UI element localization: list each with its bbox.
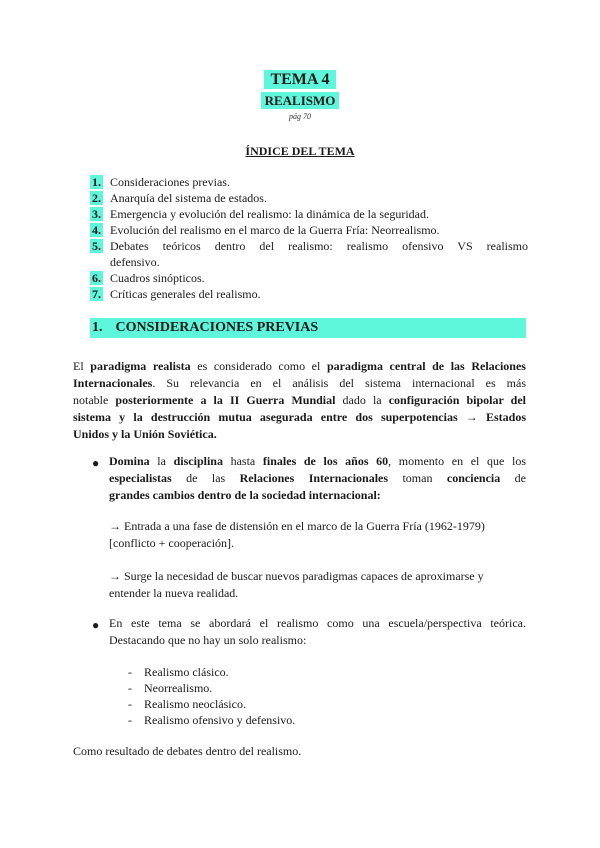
- text-run: es considerado como el: [190, 359, 327, 373]
- bullet-icon: ●: [92, 618, 100, 632]
- toc-item: [90, 286, 528, 302]
- bold-run: Internacionales: [73, 376, 153, 390]
- toc-item-text: Anarquía del sistema de estados.: [110, 191, 267, 205]
- text-run: dado la: [335, 393, 389, 407]
- paragraph-line: → Entrada a una fase de distensión en el marco de la Guerra Fría (1962-1979): [109, 519, 485, 533]
- bold-run: Relaciones Internacionales: [239, 471, 389, 485]
- paragraph-line: [109, 453, 526, 470]
- document-subtitle-text: REALISMO: [261, 92, 340, 109]
- intro-paragraph: [73, 358, 526, 443]
- paragraph-line: [109, 470, 526, 487]
- document-title-text: TEMA 4: [264, 70, 335, 89]
- toc-item-number: 7.: [92, 287, 101, 301]
- toc-item-text: Cuadros sinópticos.: [110, 271, 205, 285]
- bold-run: sistema y la destrucción mutua asegurada entre dos superpotencias → Estados: [73, 410, 526, 424]
- toc-title: ÍNDICE DEL TEMA: [245, 144, 355, 158]
- list-item-text: Realismo clásico.: [144, 665, 229, 679]
- document-title: [0, 71, 600, 89]
- paragraph-line: En este tema se abordará el realismo como una escuela/perspectiva teórica.: [109, 616, 526, 630]
- toc-item-number: 3.: [92, 207, 101, 221]
- text-run: El: [73, 359, 91, 373]
- toc-item-number: 6.: [92, 271, 101, 285]
- arrow-note: [109, 518, 529, 552]
- section-heading-text: CONSIDERACIONES PREVIAS: [115, 320, 319, 335]
- bold-run: paradigma central de las Relaciones: [326, 359, 526, 373]
- list-item-text: Realismo ofensivo y defensivo.: [144, 713, 296, 727]
- toc-item-number: 1.: [92, 175, 101, 189]
- toc-item: [90, 222, 528, 238]
- bold-run: configuración bipolar del: [388, 393, 526, 407]
- dash-icon: -: [128, 713, 132, 727]
- toc-item: [90, 206, 528, 222]
- paragraph-line: [109, 487, 526, 504]
- toc-item-text: Críticas generales del realismo.: [110, 287, 261, 301]
- text-run: toman: [388, 471, 447, 485]
- paragraph-line: [conflicto + cooperación].: [109, 536, 235, 550]
- paragraph-line: → Surge la necesidad de buscar nuevos paradigmas capaces de aproximarse y: [109, 569, 484, 583]
- toc-item-number: 4.: [92, 223, 101, 237]
- paragraph-line: [73, 375, 526, 392]
- paragraph-line: [73, 392, 526, 409]
- bold-run: Domina: [109, 454, 150, 468]
- bold-run: conciencia: [446, 471, 501, 485]
- dash-icon: -: [128, 681, 132, 695]
- bullet-paragraph: [109, 615, 526, 649]
- document-subtitle: [0, 93, 600, 109]
- toc-item: [90, 238, 528, 269]
- closing-sentence: Como resultado de debates dentro del realismo.: [73, 744, 302, 758]
- arrow-note: [109, 568, 529, 602]
- bold-run: grandes cambios dentro de la sociedad internacional:: [109, 488, 381, 502]
- paragraph-line: Destacando que no hay un solo realismo:: [109, 633, 307, 647]
- toc-item-number: 5.: [92, 239, 101, 253]
- text-run: hasta: [222, 454, 263, 468]
- dash-icon: -: [128, 665, 132, 679]
- toc-item-text: Evolución del realismo en el marco de la Guerra Fría: Neorrealismo.: [110, 223, 440, 237]
- dash-icon: -: [128, 697, 132, 711]
- toc-item: [90, 174, 528, 190]
- text-run: de: [500, 471, 526, 485]
- paragraph-line: [73, 409, 526, 426]
- bold-run: posteriormente a la II Guerra Mundial: [115, 393, 336, 407]
- toc-item-text-line: Debates teóricos dentro del realismo: realismo ofensivo VS realismo: [110, 239, 528, 253]
- list-item-text: Realismo neoclásico.: [144, 697, 246, 711]
- text-run: notable: [73, 393, 116, 407]
- page-reference: pág 70: [289, 112, 311, 121]
- text-run: , momento en el que los: [388, 454, 526, 468]
- text-run: . Su relevancia en el análisis del sistema internacional es más: [152, 376, 526, 390]
- text-run: la: [149, 454, 174, 468]
- toc-item-text: Consideraciones previas.: [110, 175, 230, 189]
- toc-item: [90, 190, 528, 206]
- bullet-paragraph: [109, 453, 526, 504]
- paragraph-line: [73, 426, 526, 443]
- bold-run: paradigma realista: [90, 359, 191, 373]
- toc-item-number: 2.: [92, 191, 101, 205]
- toc-item-text: [110, 238, 528, 270]
- paragraph-line: entender la nueva realidad.: [109, 586, 239, 600]
- section-heading: [90, 318, 526, 338]
- bold-run: finales de los años 60: [262, 454, 389, 468]
- list-item-text: Neorrealismo.: [144, 681, 213, 695]
- text-run: de las: [171, 471, 240, 485]
- toc-item-text: Emergencia y evolución del realismo: la dinámica de la seguridad.: [110, 207, 429, 221]
- toc-item: [90, 270, 528, 286]
- bold-run: Unidos y la Unión Soviética.: [73, 427, 217, 441]
- bullet-icon: ●: [92, 456, 100, 470]
- bold-run: especialistas: [109, 471, 172, 485]
- paragraph-line: [73, 358, 526, 375]
- toc-item-text-line: defensivo.: [110, 255, 160, 269]
- section-number: 1.: [92, 320, 103, 335]
- bold-run: disciplina: [173, 454, 223, 468]
